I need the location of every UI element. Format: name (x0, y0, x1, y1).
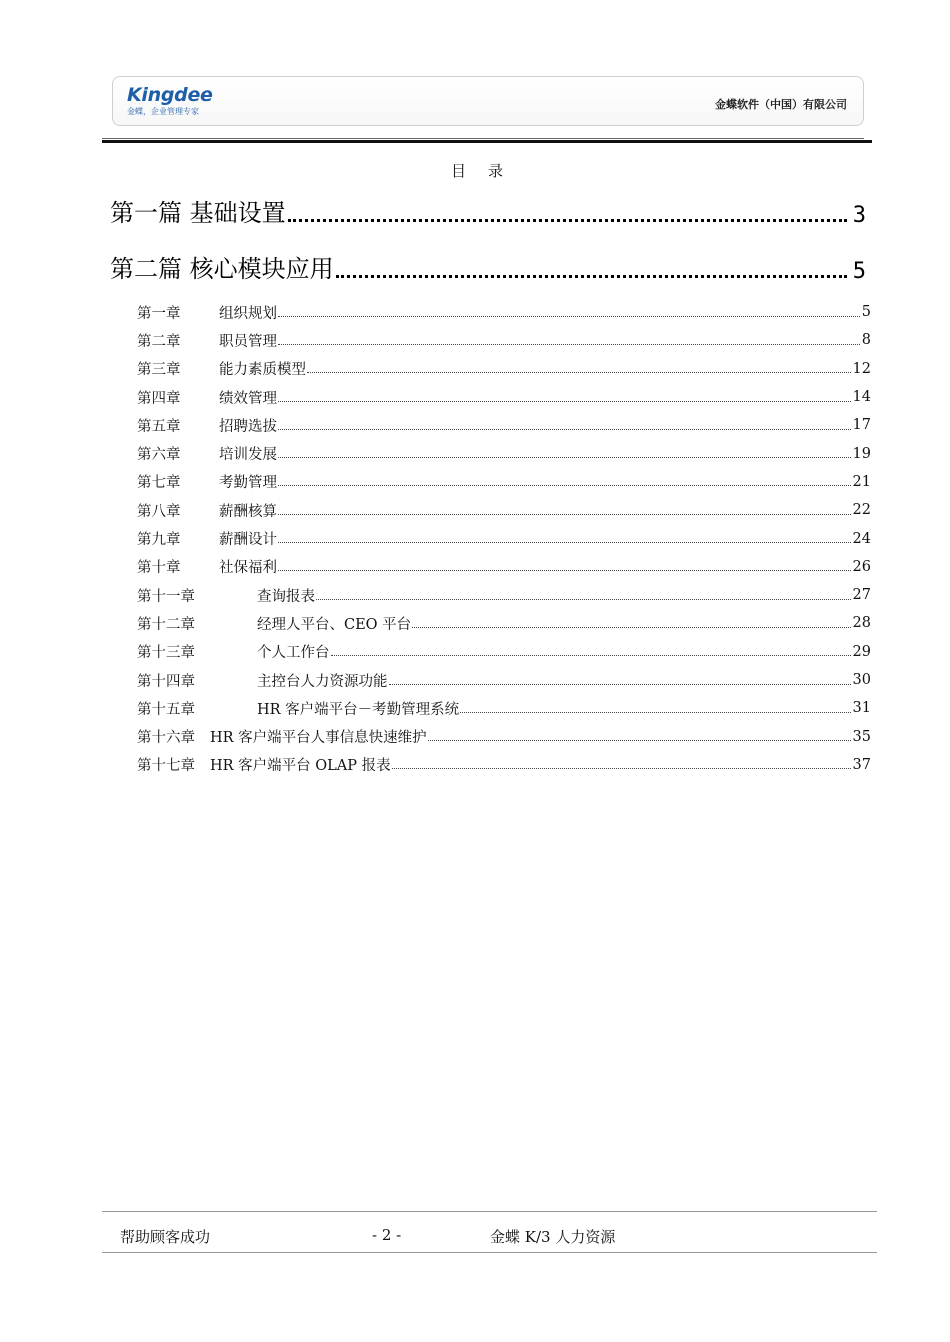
chapter-title: 个人工作台 (257, 645, 330, 662)
toc-part-1[interactable] (110, 196, 866, 228)
chapter-page: 12 (852, 360, 871, 377)
toc-chapter-list (137, 298, 871, 779)
toc-leader-dots (428, 740, 851, 741)
toc-chapter-entry[interactable] (137, 581, 871, 609)
chapter-title: 经理人平台、CEO 平台 (257, 616, 412, 633)
chapter-number: 第十三章 (137, 645, 195, 662)
page-header (112, 76, 864, 126)
chapter-page: 28 (852, 615, 871, 632)
logo-tagline: 金蝶，企业管理专家 (127, 107, 199, 116)
toc-part-page: 5 (852, 259, 866, 284)
chapter-number: 第十六章 (137, 730, 195, 747)
chapter-title: 查询报表 (257, 588, 315, 605)
toc-part-title: 第一篇 基础设置 (110, 199, 286, 227)
chapter-number: 第十七章 (137, 758, 195, 775)
toc-chapter-entry[interactable] (137, 326, 871, 354)
chapter-title: 考勤管理 (219, 475, 277, 492)
toc-leader-dots (307, 372, 851, 373)
toc-chapter-entry[interactable] (137, 609, 871, 637)
toc-leader-dots (392, 768, 851, 769)
chapter-page: 19 (852, 445, 871, 462)
toc-leader-dots (278, 514, 851, 515)
toc-leader-dots (278, 344, 860, 345)
chapter-number: 第十五章 (137, 701, 195, 718)
chapter-number: 第二章 (137, 333, 181, 350)
chapter-title: 薪酬核算 (219, 503, 277, 520)
toc-chapter-entry[interactable] (137, 751, 871, 779)
chapter-title: 能力素质模型 (219, 362, 306, 379)
footer-rule-bottom (102, 1252, 877, 1253)
chapter-page: 24 (852, 530, 871, 547)
chapter-page: 35 (852, 728, 871, 745)
chapter-page: 29 (852, 643, 871, 660)
toc-leader-dots (278, 570, 851, 571)
toc-leader-dots (278, 485, 851, 486)
toc-chapter-entry[interactable] (137, 411, 871, 439)
toc-leader-dots (278, 542, 851, 543)
footer-slogan: 帮助顾客成功 (120, 1228, 211, 1246)
chapter-page: 30 (852, 672, 871, 688)
toc-leader-dots (460, 712, 850, 713)
chapter-number: 第七章 (137, 475, 181, 492)
toc-leader-dots (278, 401, 851, 402)
chapter-page: 37 (852, 756, 871, 773)
toc-leader-dots (331, 655, 851, 656)
header-rule-thick (102, 140, 872, 143)
chapter-number: 第六章 (137, 447, 181, 464)
footer-rule-top (102, 1211, 877, 1212)
footer-page-number: - 2 - (372, 1226, 402, 1244)
chapter-page: 31 (852, 700, 871, 717)
chapter-title: 主控台人力资源功能 (257, 673, 388, 690)
chapter-page: 27 (852, 587, 871, 604)
toc-chapter-entry[interactable] (137, 439, 871, 467)
toc-chapter-entry[interactable] (137, 524, 871, 552)
chapter-title: 职员管理 (219, 333, 277, 350)
chapter-number: 第十二章 (137, 616, 195, 633)
footer-product: 金蝶 K/3 人力资源 (490, 1228, 616, 1246)
toc-chapter-entry[interactable] (137, 468, 871, 496)
toc-chapter-entry[interactable] (137, 355, 871, 383)
chapter-page: 5 (861, 304, 871, 321)
company-name: 金蝶软件（中国）有限公司 (715, 98, 847, 111)
toc-chapter-entry[interactable] (137, 553, 871, 581)
chapter-title: HR 客户端平台－考勤管理系统 (257, 701, 460, 718)
toc-chapter-entry[interactable] (137, 383, 871, 411)
chapter-title: HR 客户端平台 OLAP 报表 (210, 758, 391, 775)
chapter-page: 21 (852, 473, 871, 490)
toc-title: 目录 (450, 162, 525, 180)
chapter-page: 8 (861, 332, 871, 349)
chapter-number: 第五章 (137, 418, 181, 435)
chapter-title: HR 客户端平台人事信息快速维护 (210, 730, 427, 747)
chapter-title: 组织规划 (219, 305, 277, 322)
toc-leader-dots (412, 627, 850, 628)
toc-leader-dots (278, 316, 860, 317)
chapter-number: 第十章 (137, 560, 181, 577)
chapter-page: 14 (852, 389, 871, 406)
toc-leader-dots (278, 429, 851, 430)
toc-chapter-entry[interactable] (137, 298, 871, 326)
chapter-title: 社保福利 (219, 560, 277, 577)
chapter-page: 26 (852, 558, 871, 575)
toc-leader-dots (278, 457, 851, 458)
toc-chapter-entry[interactable] (137, 694, 871, 722)
chapter-number: 第十一章 (137, 588, 195, 605)
toc-chapter-entry[interactable] (137, 666, 871, 694)
toc-chapter-entry[interactable] (137, 722, 871, 750)
chapter-title: 绩效管理 (219, 390, 277, 407)
toc-leader-dots (336, 275, 847, 278)
chapter-title: 招聘选拔 (219, 418, 277, 435)
logo-wordmark: Kingdee (127, 84, 213, 106)
chapter-page: 22 (852, 502, 871, 519)
toc-part-page: 3 (852, 203, 866, 228)
chapter-number: 第十四章 (137, 673, 195, 690)
toc-part-2[interactable] (110, 252, 866, 284)
header-rule-thin (102, 138, 864, 139)
chapter-number: 第九章 (137, 532, 181, 549)
chapter-title: 薪酬设计 (219, 532, 277, 549)
toc-leader-dots (316, 599, 851, 600)
chapter-title: 培训发展 (219, 447, 277, 464)
toc-leader-dots (389, 684, 851, 685)
chapter-number: 第四章 (137, 390, 181, 407)
toc-chapter-entry[interactable] (137, 638, 871, 666)
chapter-number: 第八章 (137, 503, 181, 520)
toc-chapter-entry[interactable] (137, 496, 871, 524)
toc-leader-dots (288, 219, 847, 222)
chapter-page: 17 (852, 417, 871, 434)
chapter-number: 第一章 (137, 305, 181, 322)
toc-part-title: 第二篇 核心模块应用 (110, 255, 334, 283)
kingdee-logo (127, 85, 213, 117)
chapter-number: 第三章 (137, 362, 181, 379)
